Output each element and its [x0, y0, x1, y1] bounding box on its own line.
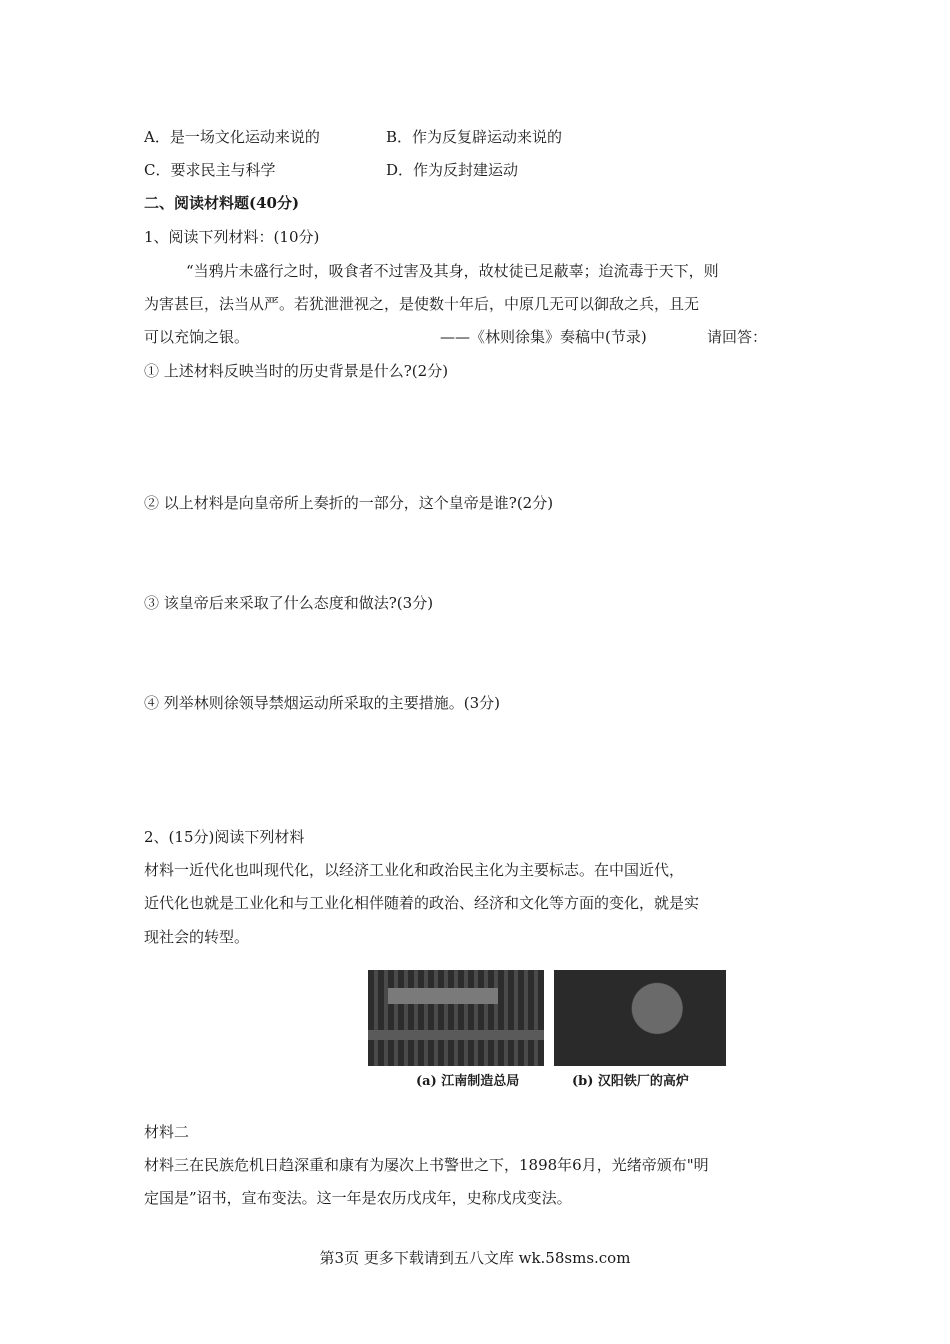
option-d: D．作为反封建运动 — [386, 161, 519, 179]
quote-source: ——《林则徐集》奏稿中(节录) — [440, 328, 647, 346]
hanyang-furnace-photo — [554, 970, 726, 1066]
caption-a: (a) 江南制造总局 — [416, 1074, 520, 1089]
jiangnan-arsenal-photo — [368, 970, 544, 1066]
section-title: 二、阅读材料题(40分) — [144, 194, 300, 212]
sub-question-3: ③ 该皇帝后来采取了什么态度和做法?(3分) — [144, 594, 434, 612]
page-footer: 第3页 更多下载请到五八文库 wk.58sms.com — [319, 1249, 631, 1267]
material-1-line-3: 现社会的转型。 — [144, 928, 250, 946]
sub-question-2: ② 以上材料是向皇帝所上奏折的一部分，这个皇帝是谁?(2分) — [144, 494, 554, 512]
sub-question-4: ④ 列举林则徐领导禁烟运动所采取的主要措施。(3分) — [144, 694, 501, 712]
material-2-label: 材料二 — [144, 1123, 190, 1141]
quote-line-1: “当鸦片未盛行之时，吸食者不过害及其身，故杖徒已足蔽辜；迨流毒于天下，则 — [186, 262, 719, 280]
material-1-line-2: 近代化也就是工业化和与工业化相伴随着的政治、经济和文化等方面的变化，就是实 — [144, 894, 700, 912]
material-2-photos — [368, 970, 726, 1090]
option-c: C．要求民主与科学 — [144, 161, 276, 179]
caption-b: (b) 汉阳铁厂的高炉 — [572, 1074, 689, 1089]
answer-prompt: 请回答： — [707, 328, 768, 346]
material-3-line-2: 定国是”诏书，宣布变法。这一年是农历戊戌年，史称戊戌变法。 — [144, 1189, 572, 1207]
sub-question-1: ① 上述材料反映当时的历史背景是什么?(2分) — [144, 362, 449, 380]
question-1-intro: 1、阅读下列材料：(10分) — [144, 228, 320, 246]
option-a: A．是一场文化运动来说的 — [144, 128, 320, 146]
question-2-intro: 2、(15分)阅读下列材料 — [144, 828, 305, 846]
material-3-line-1: 材料三在民族危机日趋深重和康有为屡次上书警世之下，1898年6月，光绪帝颁布"明 — [144, 1156, 709, 1174]
quote-line-3: 可以充饷之银。 — [144, 328, 250, 346]
option-b: B．作为反复辟运动来说的 — [386, 128, 563, 146]
material-1-line-1: 材料一近代化也叫现代化，以经济工业化和政治民主化为主要标志。在中国近代， — [144, 861, 685, 879]
quote-line-2: 为害甚巨，法当从严。若犹泄泄视之，是使数十年后，中原几无可以御敌之兵，且无 — [144, 295, 700, 313]
